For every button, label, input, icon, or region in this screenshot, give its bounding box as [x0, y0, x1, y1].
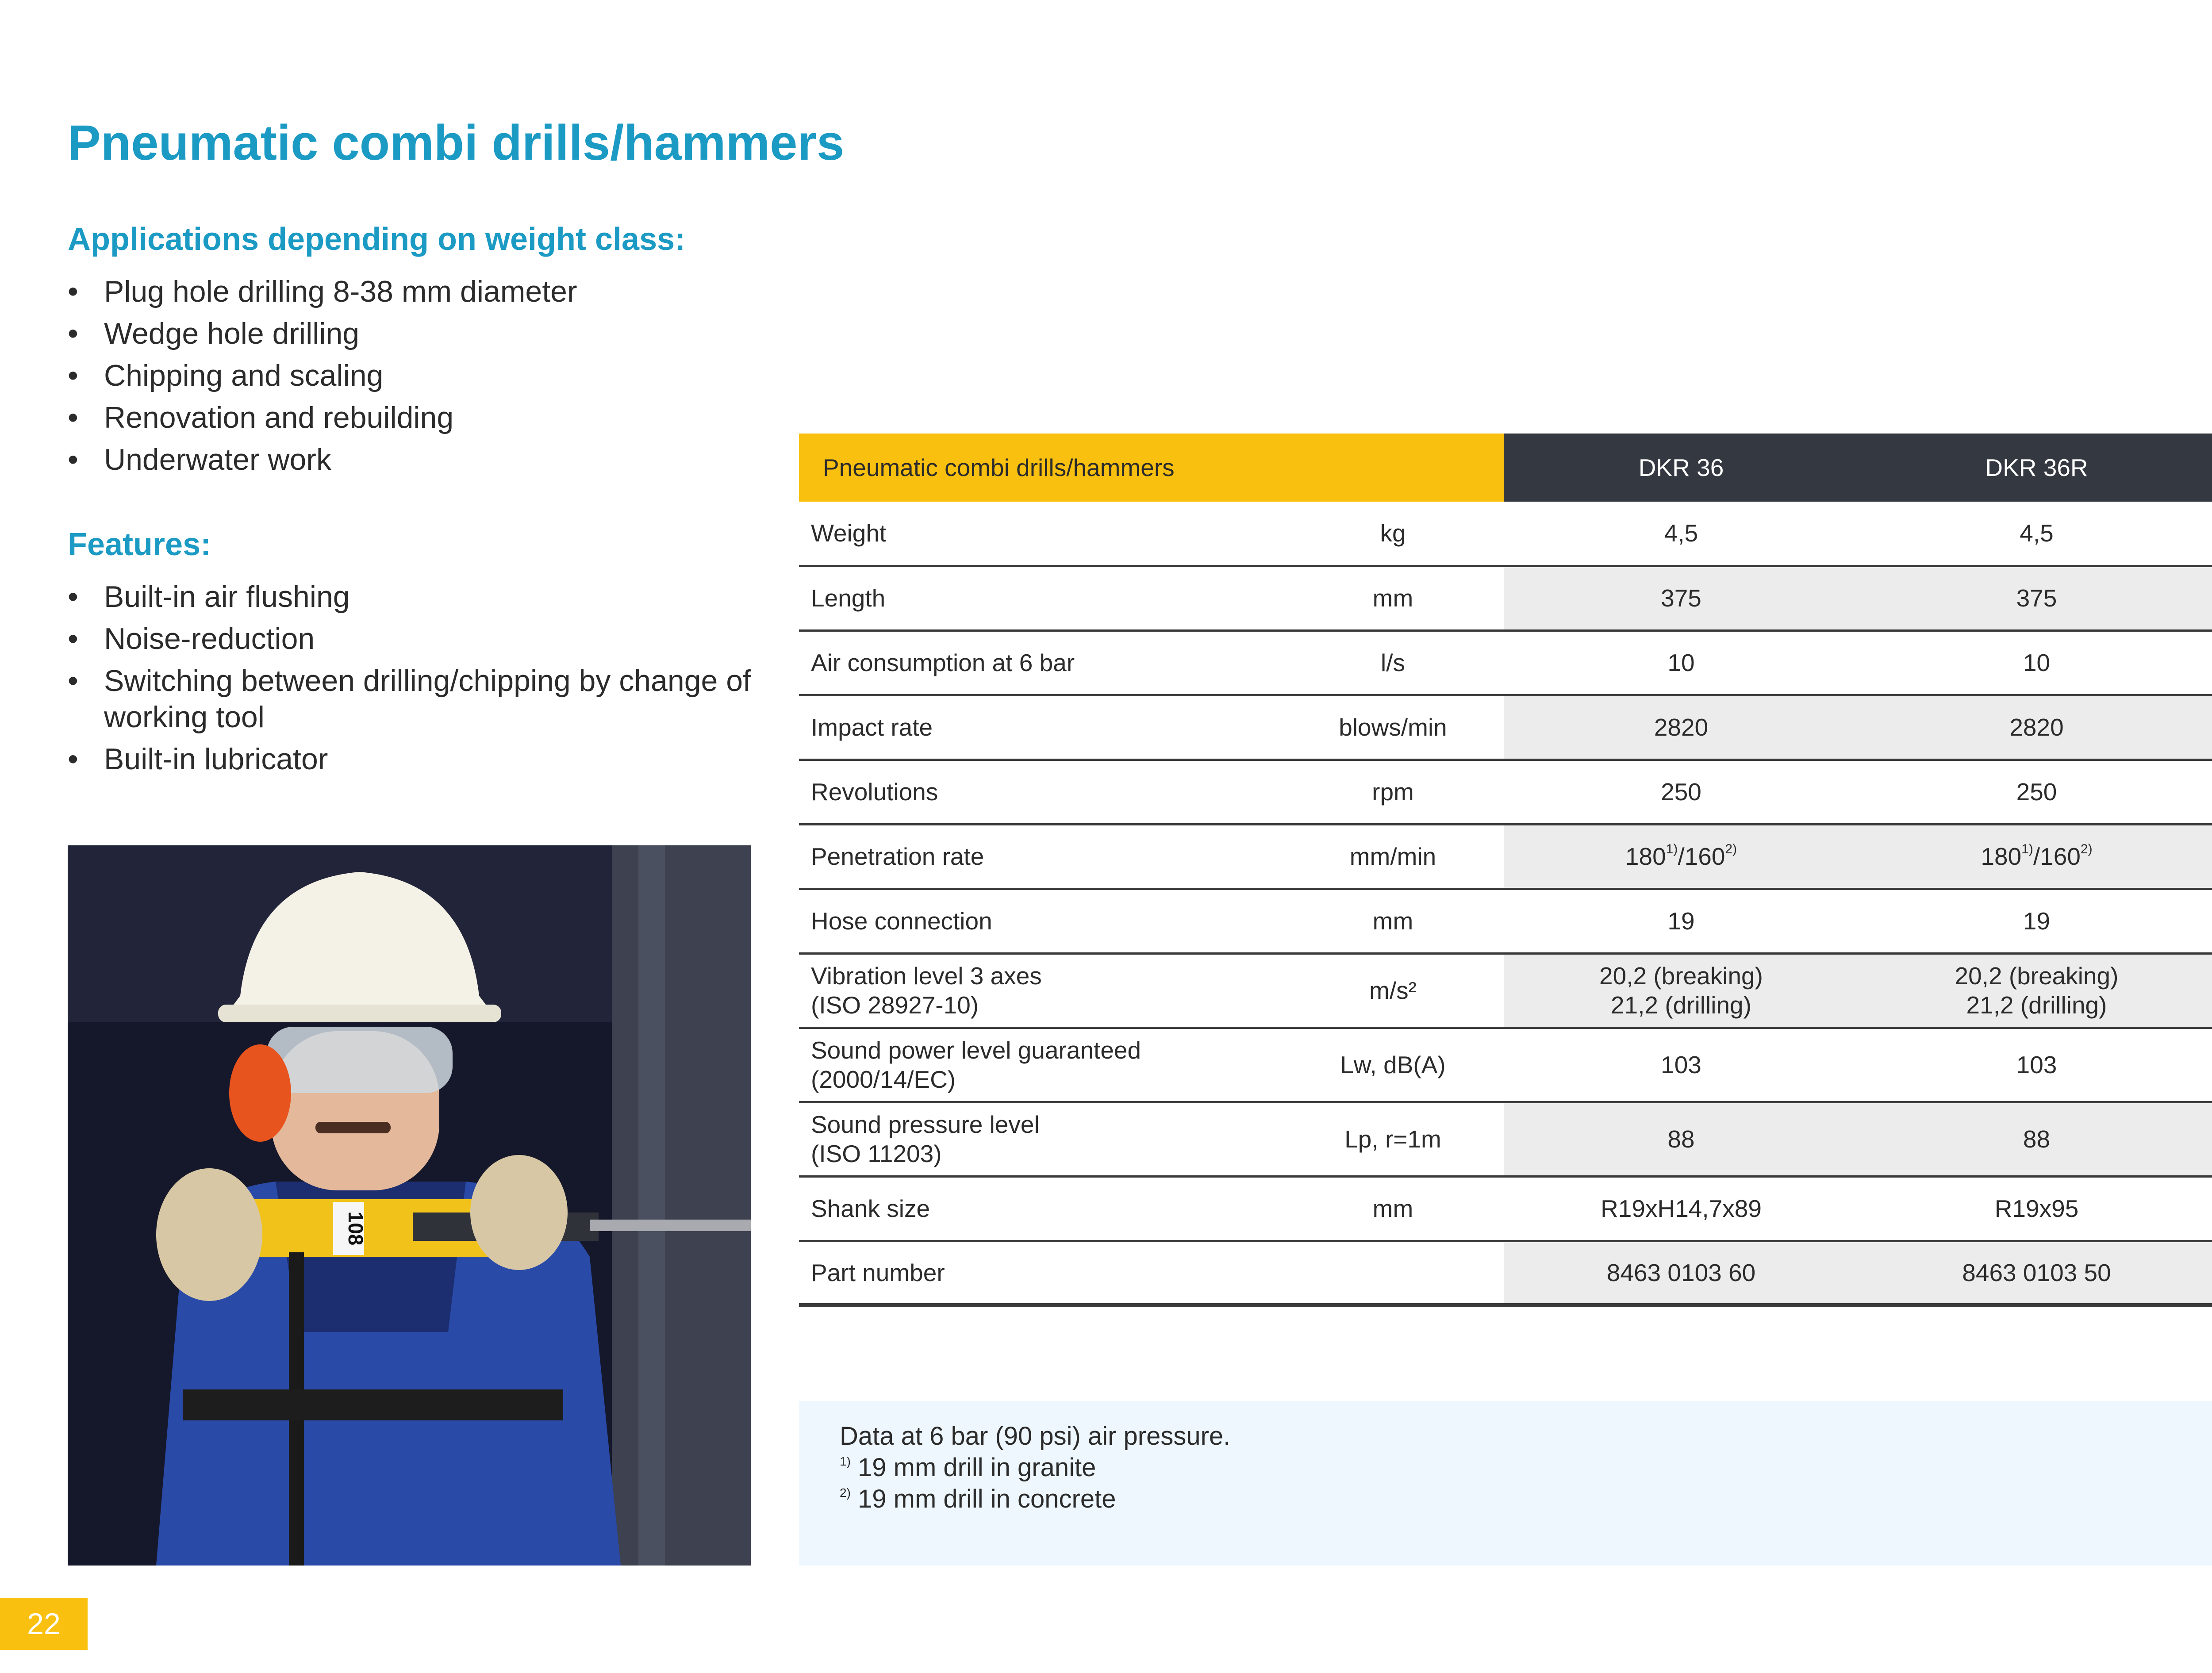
row-value-model-2: 8463 0103 50	[1859, 1241, 2212, 1305]
bullet-icon: •	[68, 317, 78, 350]
application-item	[68, 273, 753, 310]
row-value-model-1: 20,2 (breaking) 21,2 (drilling)	[1504, 953, 1859, 1028]
row-value-model-2: 250	[1859, 760, 2212, 824]
table-row	[799, 630, 2212, 695]
row-label: Air consumption at 6 bar	[799, 630, 1282, 695]
row-unit: Lw, dB(A)	[1282, 1028, 1504, 1102]
table-row	[799, 566, 2212, 630]
table-row	[799, 889, 2212, 953]
row-value-model-1: 250	[1504, 760, 1859, 824]
row-value-model-1: 103	[1504, 1028, 1859, 1102]
row-unit	[1282, 1241, 1504, 1305]
row-unit: blows/min	[1282, 695, 1504, 760]
application-item-text: Wedge hole drilling	[104, 317, 360, 350]
table-row	[799, 760, 2212, 824]
row-value-model-2: 10	[1859, 630, 2212, 695]
row-label: Sound power level guaranteed (2000/14/EC)	[799, 1028, 1282, 1102]
row-label: Impact rate	[799, 695, 1282, 760]
row-unit: rpm	[1282, 760, 1504, 824]
product-photo	[68, 845, 751, 1566]
applications-list	[68, 273, 753, 483]
applications-heading: Applications depending on weight class:	[68, 222, 686, 257]
row-value-model-2: 19	[1859, 889, 2212, 953]
table-header-model-1: DKR 36	[1504, 434, 1859, 502]
table-row	[799, 824, 2212, 889]
feature-item	[68, 621, 753, 657]
row-value-model-1: 8463 0103 60	[1504, 1241, 1859, 1305]
row-value-model-2: 2820	[1859, 695, 2212, 760]
row-label: Part number	[799, 1241, 1282, 1305]
feature-item-text: Switching between drilling/chipping by change of working tool	[104, 664, 751, 734]
bullet-icon: •	[68, 359, 78, 392]
spec-table-header-row	[799, 434, 2212, 502]
feature-item	[68, 741, 753, 777]
row-unit: Lp, r=1m	[1282, 1102, 1504, 1176]
bullet-icon: •	[68, 580, 78, 614]
row-label: Penetration rate	[799, 824, 1282, 889]
bullet-icon: •	[68, 622, 78, 656]
row-unit: mm	[1282, 566, 1504, 630]
row-unit: l/s	[1282, 630, 1504, 695]
feature-item-text: Built-in lubricator	[104, 742, 328, 776]
row-value-model-2: 103	[1859, 1028, 2212, 1102]
row-value-model-1: 88	[1504, 1102, 1859, 1176]
application-item	[68, 315, 753, 352]
application-item	[68, 441, 753, 478]
row-value-model-2: R19x95	[1859, 1176, 2212, 1241]
row-label: Hose connection	[799, 889, 1282, 953]
row-label: Vibration level 3 axes (ISO 28927-10)	[799, 953, 1282, 1028]
feature-item-text: Noise-reduction	[104, 622, 315, 656]
row-value-model-2: 4,5	[1859, 502, 2212, 566]
bullet-icon: •	[68, 664, 78, 698]
row-value-model-2: 375	[1859, 566, 2212, 630]
features-list	[68, 579, 753, 783]
feature-item	[68, 663, 753, 735]
row-value-model-1: R19xH14,7x89	[1504, 1176, 1859, 1241]
table-row	[799, 695, 2212, 760]
table-row	[799, 502, 2212, 566]
application-item	[68, 357, 753, 394]
row-value-model-2: 88	[1859, 1102, 2212, 1176]
tool-marking-text: 108	[344, 1211, 367, 1246]
row-label: Length	[799, 566, 1282, 630]
row-unit: mm/min	[1282, 824, 1504, 889]
table-row	[799, 953, 2212, 1028]
row-value-model-1: 375	[1504, 566, 1859, 630]
application-item-text: Underwater work	[104, 443, 331, 476]
row-label: Weight	[799, 502, 1282, 566]
features-heading: Features:	[68, 527, 211, 562]
table-header-name: Pneumatic combi drills/hammers	[799, 434, 1504, 502]
application-item	[68, 399, 753, 436]
feature-item	[68, 579, 753, 615]
row-unit: mm	[1282, 1176, 1504, 1241]
table-header-model-2: DKR 36R	[1859, 434, 2212, 502]
table-row	[799, 1176, 2212, 1241]
row-label: Sound pressure level (ISO 11203)	[799, 1102, 1282, 1176]
row-value-model-1: 10	[1504, 630, 1859, 695]
note-footnote-2: $^{2)}$ 19 mm drill in concrete	[840, 1485, 1116, 1513]
table-row	[799, 1102, 2212, 1176]
bullet-icon: •	[68, 742, 78, 776]
application-item-text: Plug hole drilling 8-38 mm diameter	[104, 275, 577, 308]
table-notes	[799, 1401, 2212, 1566]
table-row	[799, 1241, 2212, 1305]
table-row	[799, 1028, 2212, 1102]
row-unit: kg	[1282, 502, 1504, 566]
row-value-model-1: 19	[1504, 889, 1859, 953]
application-item-text: Chipping and scaling	[104, 359, 384, 392]
row-unit: mm	[1282, 889, 1504, 953]
row-label: Revolutions	[799, 760, 1282, 824]
row-value-model-2: 180$^{1)}$/160$^{2)}$	[1859, 824, 2212, 889]
feature-item-text: Built-in air flushing	[104, 580, 350, 614]
row-value-model-1: 180$^{1)}$/160$^{2)}$	[1504, 824, 1859, 889]
spec-table	[799, 434, 2212, 1307]
bullet-icon: •	[68, 443, 78, 476]
row-value-model-1: 4,5	[1504, 502, 1859, 566]
page-title: Pneumatic combi drills/hammers	[68, 115, 845, 170]
bullet-icon: •	[68, 275, 78, 308]
row-label: Shank size	[799, 1176, 1282, 1241]
page-number: 22	[0, 1598, 88, 1650]
row-value-model-1: 2820	[1504, 695, 1859, 760]
application-item-text: Renovation and rebuilding	[104, 401, 454, 434]
row-value-model-2: 20,2 (breaking) 21,2 (drilling)	[1859, 953, 2212, 1028]
bullet-icon: •	[68, 401, 78, 434]
note-footnote-1: $^{1)}$ 19 mm drill in granite	[840, 1453, 1096, 1482]
note-pressure: Data at 6 bar (90 psi) air pressure.	[840, 1422, 1231, 1450]
row-unit: m/s²	[1282, 953, 1504, 1028]
